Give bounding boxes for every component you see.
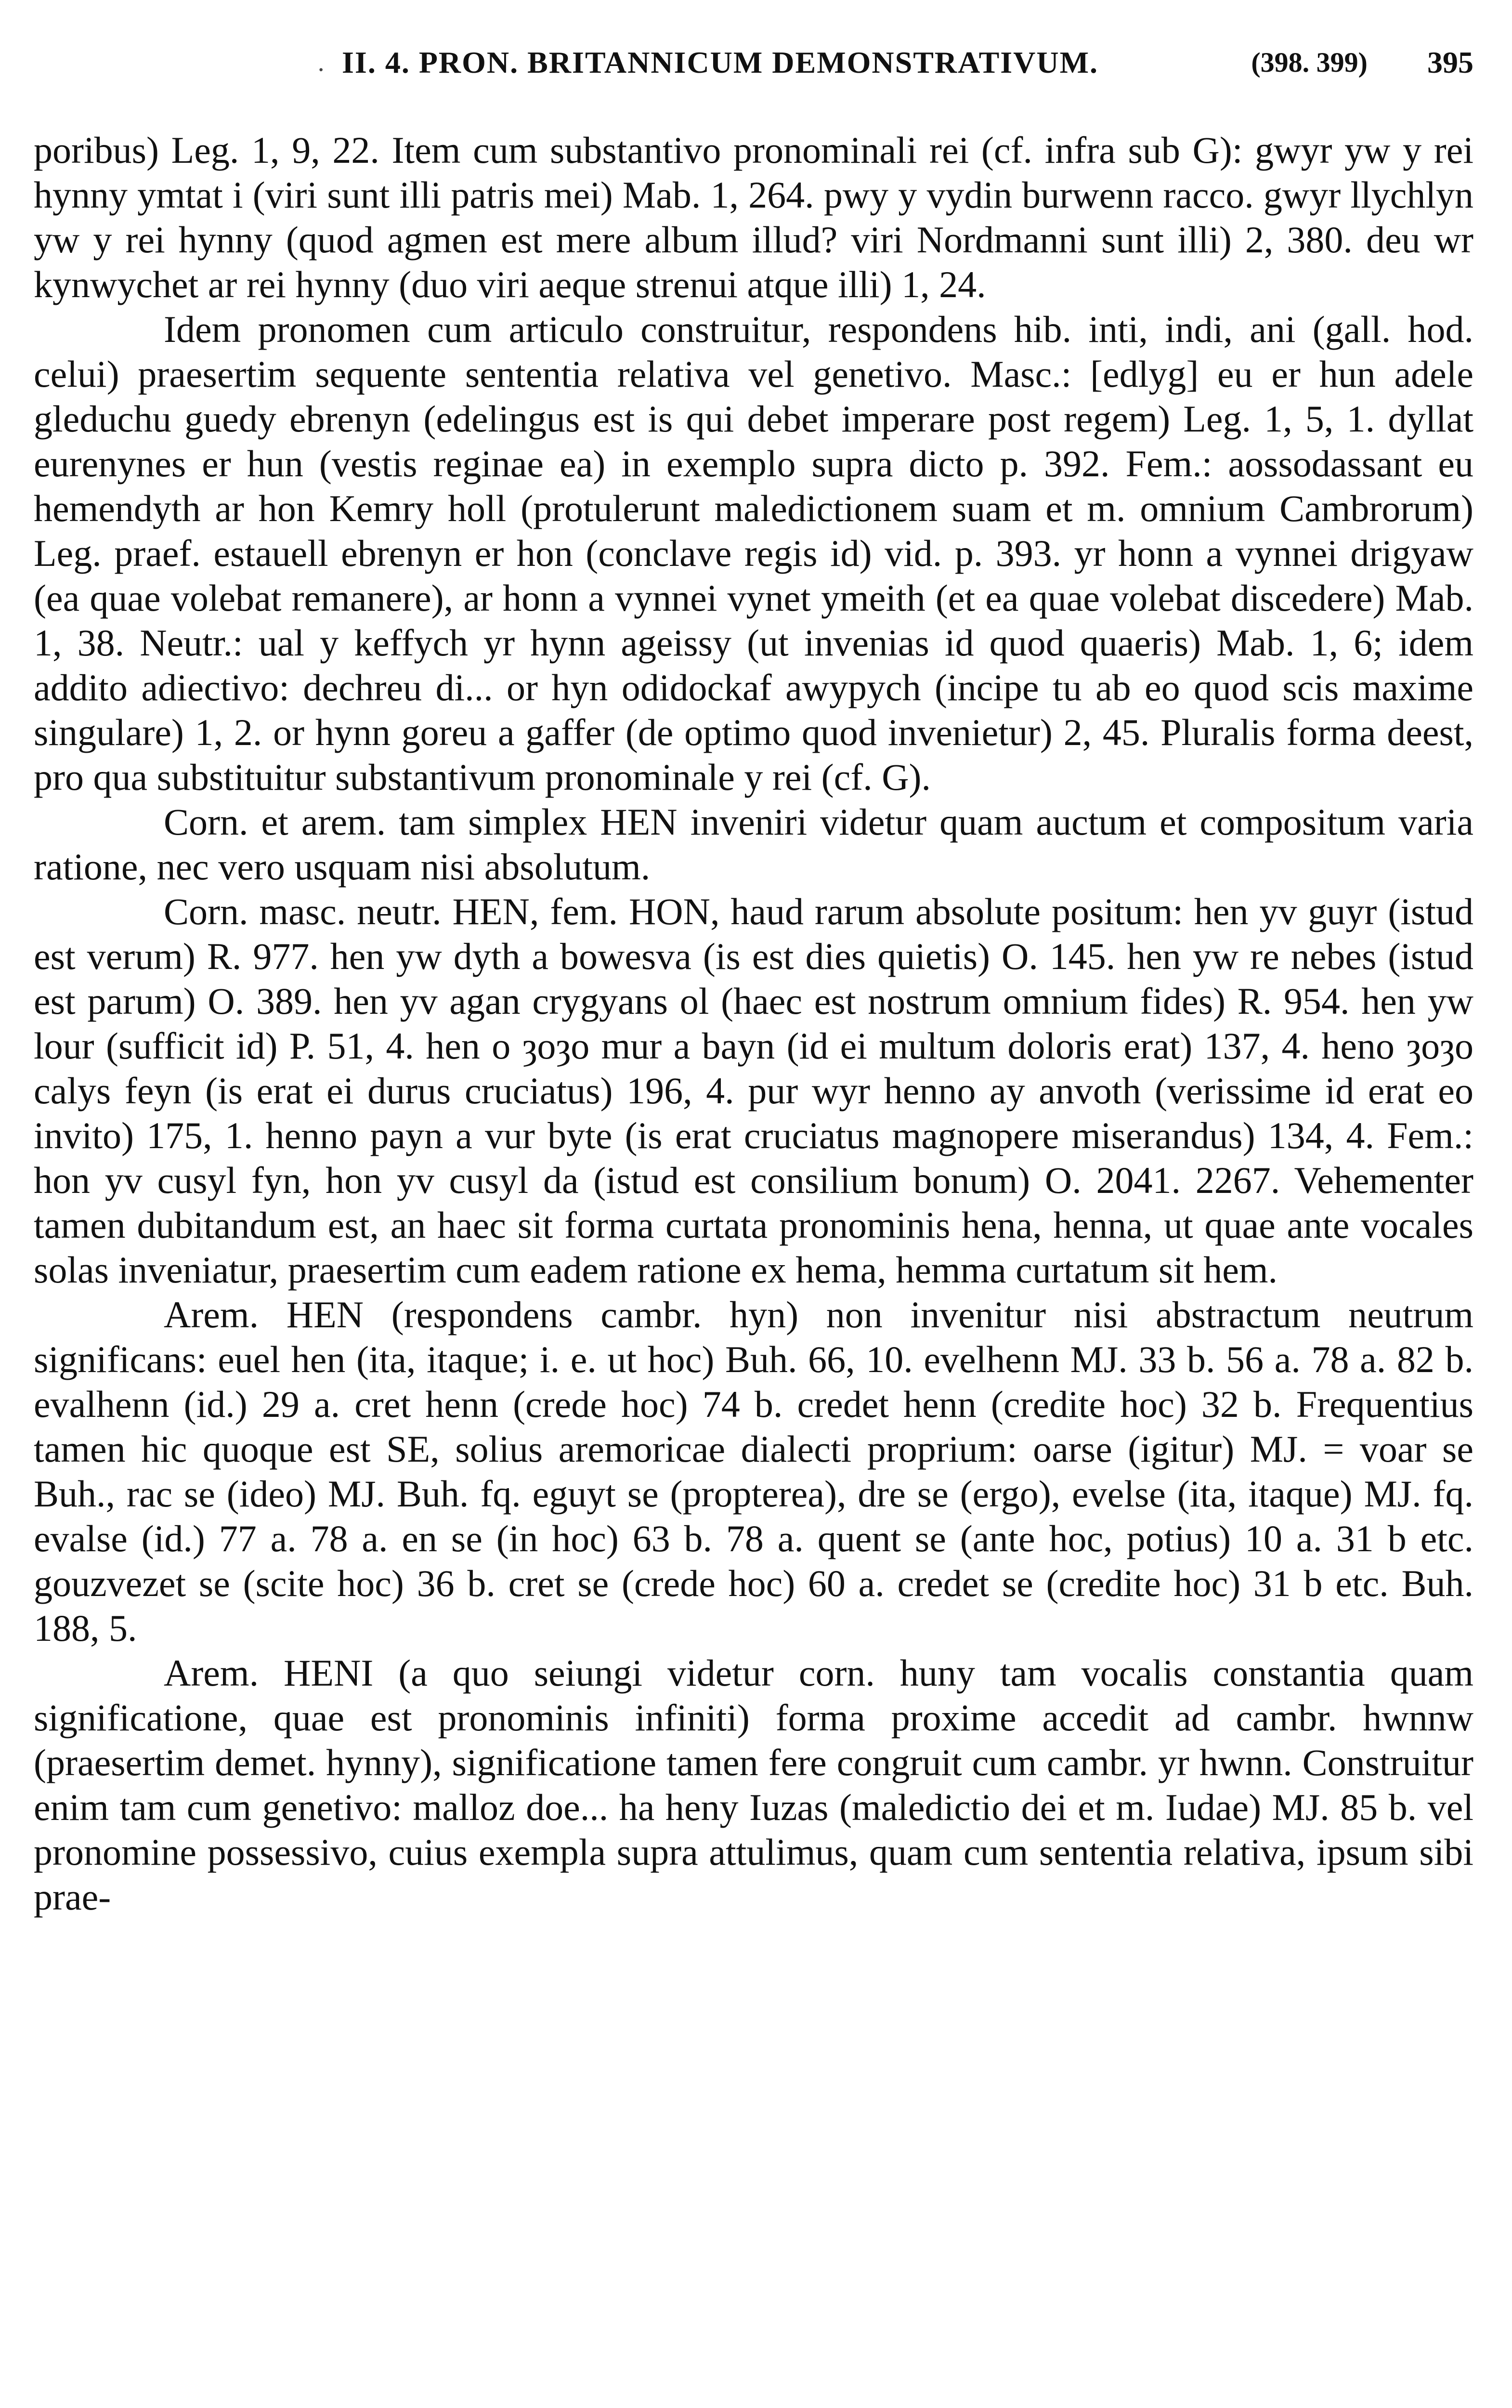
paragraph-idem-pronomen: Idem pronomen cum articulo construitur, respondens hib. inti, indi, ani (gall. hod. celui) praesertim sequente sententia relativa vel genetivo. Masc.: [edlyg] eu er hun adele gleduchu guedy ebrenyn (edelingus est is qui debet imperare post regem) Leg. 1, 5, 1. dyllat eurenynes er hun (vestis reginae ea) in exemplo supra dicto p. 392. Fem.: aossodassant eu hemendyth ar hon Kemry holl (protulerunt maledictionem suam et m. omnium Cambrorum) Leg. praef. estauell ebrenyn er hon (conclave regis id) vid. p. 393. yr honn a vynnei drigyaw (ea quae volebat remanere), ar honn a vynnei vynet ymeith (et ea quae volebat discedere) Mab. 1, 38. Neutr.: ual y keffych yr hynn ageissy (ut invenias id quod quaeris) Mab. 1, 6; idem addito adiectivo: dechreu di... or hyn odidockaf awypych (incipe tu ab eo quod scis maxime singulare) 1, 2. or hynn goreu a gaffer (de optimo quod invenietur) 2, 45. Pluralis forma deest, pro qua substituitur substantivum pronominale y rei (cf. G). — [34, 308, 1473, 798]
running-head-title: II. 4. PRON. BRITANNICUM DEMONSTRATIVUM. — [342, 45, 1098, 79]
paragraph-arem-hen: Arem. HEN (respondens cambr. hyn) non invenitur nisi abstractum neutrum significans: euel hen (ita, itaque; i. e. ut hoc) Buh. 66, 10. evelhenn MJ. 33 b. 56 a. 78 a. 82 b. evalhenn (id.) 29 a. cret henn (crede hoc) 74 b. credet henn (credite hoc) 32 b. Frequentius tamen hic quoque est SE, solius aremoricae dialecti proprium: oarse (igitur) MJ. = voar se Buh., rac se (ideo) MJ. Buh. fq. eguyt se (propterea), dre se (ergo), evelse (ita, itaque) MJ. fq. evalse (id.) 77 a. 78 a. en se (in hoc) 63 b. 78 a. quent se (ante hoc, potius) 10 a. 31 b etc. gouzvezet se (scite hoc) 36 b. cret se (crede hoc) 60 a. credet se (credite hoc) 31 b etc. Buh. 188, 5. — [34, 1294, 1473, 1649]
paragraph-corn-et-arem: Corn. et arem. tam simplex HEN inveniri videtur quam auctum et compositum varia ratione, nec vero usquam nisi absolutum. — [34, 801, 1473, 888]
paragraph-continuation: poribus) Leg. 1, 9, 22. Item cum substantivo pronominali rei (cf. infra sub G): gwyr yw y rei hynny ymtat i (viri sunt illi patris mei) Mab. 1, 264. pwy y vydin burwenn racco. gwyr llychlyn yw y rei hynny (quod agmen est mere album illud? viri Nordmanni sunt illi) 2, 380. deu wr kynwychet ar rei hynny (duo viri aeque strenui atque illi) 1, 24. — [34, 129, 1473, 305]
paragraph-corn-hen: Corn. masc. neutr. HEN, fem. HON, haud rarum absolute positum: hen yv guyr (istud est verum) R. 977. hen yw dyth a bowesva (is est dies quietis) O. 145. hen yw re nebes (istud est parum) O. 389. hen yv agan crygyans ol (haec est nostrum omnium fides) R. 954. hen yw lour (sufficit id) P. 51, 4. hen o ȝoȝo mur a bayn (id ei multum doloris erat) 137, 4. heno ȝoȝo calys feyn (is erat ei durus cruciatus) 196, 4. pur wyr henno ay anvoth (verissime id erat eo invito) 175, 1. henno payn a vur byte (is erat cruciatus magnopere miserandus) 134, 4. Fem.: hon yv cusyl fyn, hon yv cusyl da (istud est consilium bonum) O. 2041. 2267. Vehementer tamen dubitandum est, an haec sit forma curtata pronominis hena, henna, ut quae ante vocales solas inveniatur, praesertim cum eadem ratione ex hema, hemma curtatum sit hem. — [34, 890, 1473, 1291]
stray-mark: · — [318, 59, 325, 80]
paragraph-arem-heni: Arem. HENI (a quo seiungi videtur corn. huny tam vocalis constantia quam significatione, quae est pronominis infiniti) forma proxime accedit ad cambr. hwnnw (praesertim demet. hynny), significatione tamen fere congruit cum cambr. yr hwnn. Construitur enim tam cum genetivo: malloz doe... ha heny Iuzas (maledictio dei et m. Iudae) MJ. 85 b. vel pronomine possessivo, cuius exempla supra attulimus, quam cum sententia relativa, ipsum sibi prae- — [34, 1652, 1473, 1918]
running-head-section-ref: (398. 399) — [1251, 47, 1368, 78]
page-number: 395 — [1427, 45, 1473, 79]
body-text — [34, 128, 1473, 1919]
running-head — [34, 39, 1473, 87]
book-page — [34, 29, 1473, 2389]
